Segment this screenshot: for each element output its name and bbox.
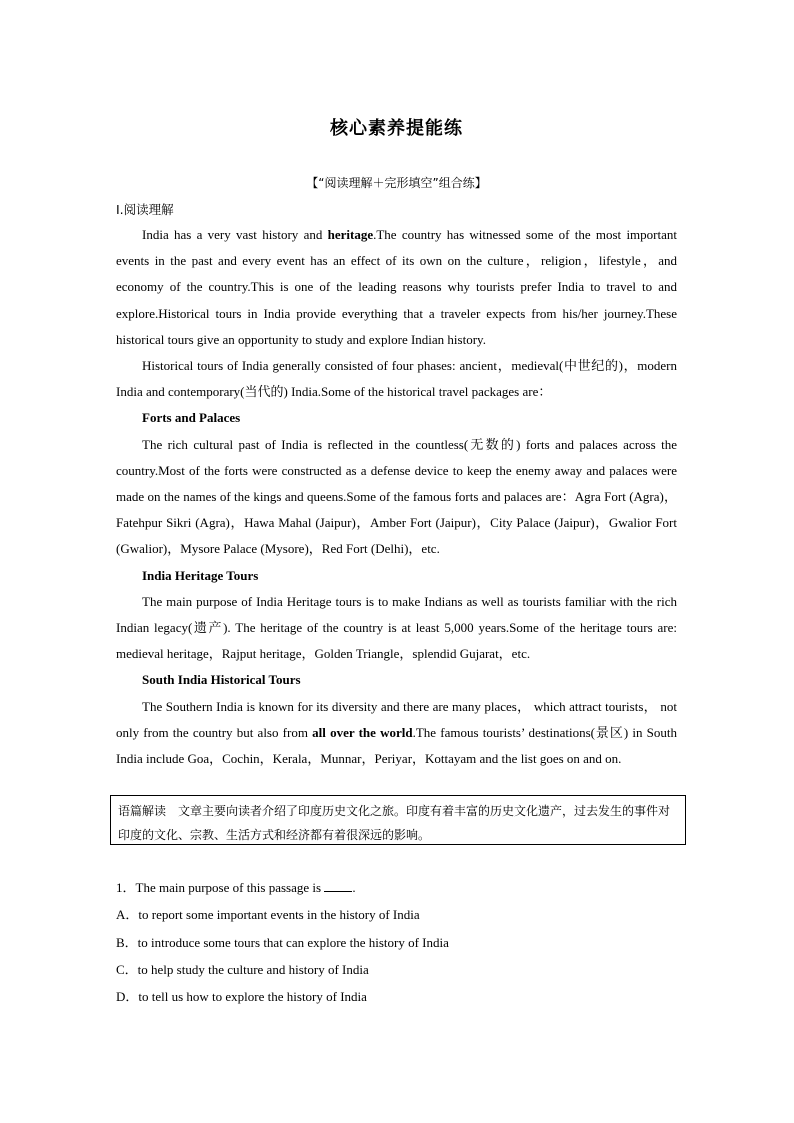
summary-box bbox=[110, 795, 686, 845]
option-d: D．to tell us how to explore the history of India bbox=[116, 989, 367, 1005]
passage-paragraph-3: The rich cultural past of India is reflected in the countless(无数的) forts and palaces across the country.Most of the forts were constructed as a defense device to keep the enemy away and palaces were made on the names of the kings and queens.Some of the famous forts and palaces are：Agra Fort (Agra)，Fatehpur Sikri (Agra)，Hawa Mahal (Jaipur)，Amber Fort (Jaipur)，City Palace (Jaipur)，Gwalior Fort (Gwalior)，Mysore Palace (Mysore)，Red Fort (Delhi)，etc. bbox=[116, 436, 677, 557]
option-a: A．to report some important events in the history of India bbox=[116, 907, 420, 923]
reading-passage bbox=[116, 222, 677, 772]
heading-south-india: South India Historical Tours bbox=[142, 672, 301, 688]
summary-label: 语篇解读 bbox=[118, 804, 167, 818]
heading-heritage-tours: India Heritage Tours bbox=[142, 567, 259, 583]
page-title: 核心素养提能练 bbox=[330, 118, 463, 139]
exercise-subtitle: 【“阅读理解＋完形填空”组合练】 bbox=[306, 176, 487, 190]
keyword-heritage: heritage bbox=[327, 227, 374, 242]
passage-paragraph-1: India has a very vast history and heritage.The country has witnessed some of the most important events in the past and every event has an effect of its own on the culture，religion，lifestyle，and economy of the country.This is one of the leading reasons why tourists prefer India to travel to and explore.Historical tours in India provide everything that a traveler expects from his/her journey.These historical tours give an opportunity to study and explore Indian history. bbox=[116, 227, 677, 347]
question-block bbox=[116, 874, 677, 1010]
option-b: B．to introduce some tours that can explore the history of India bbox=[116, 934, 449, 950]
summary-text: 文章主要向读者介绍了印度历史文化之旅。印度有着丰富的历史文化遗产，过去发生的事件对印度的文化、宗教、生活方式和经济都有着很深远的影响。 bbox=[118, 804, 671, 842]
heading-forts-palaces: Forts and Palaces bbox=[142, 410, 241, 426]
passage-paragraph-2: Historical tours of India generally consisted of four phases: ancient，medieval(中世纪的)，modern India and contemporary(当代的) India.Some of the historical travel packages are： bbox=[116, 358, 677, 400]
keyword-all-over-the-world: all over the world bbox=[312, 724, 413, 740]
section-label: Ⅰ.阅读理解 bbox=[116, 202, 174, 217]
question-stem: 1．The main purpose of this passage is . bbox=[116, 880, 356, 895]
option-c: C．to help study the culture and history of India bbox=[116, 961, 369, 977]
answer-blank bbox=[324, 879, 352, 892]
passage-paragraph-4: The main purpose of India Heritage tours is to make Indians as well as tourists familiar with the rich Indian legacy(遗产). The heritage of the country is at least 5,000 years.Some of the heritage tours are: medieval heritage，Rajput heritage，Golden Triangle，splendid Gujarat，etc. bbox=[116, 593, 677, 662]
passage-paragraph-5: The Southern India is known for its diversity and there are many places， which attract tourists， not only from the country but also from all over the world.The famous tourists’ destinations(景区) in South India include Goa，Cochin，Kerala，Munnar，Periyar，Kottayam and the list goes on and on. bbox=[116, 698, 677, 767]
